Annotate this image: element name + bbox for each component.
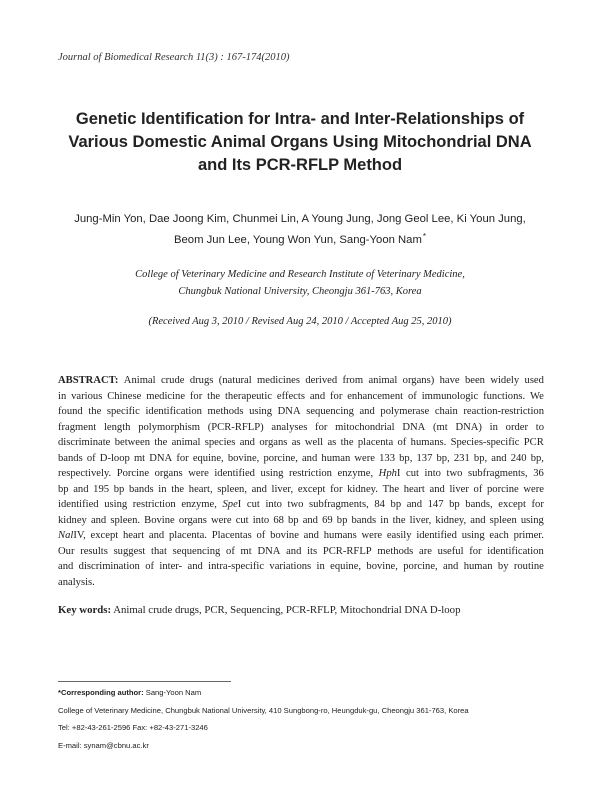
abstract-word: chain [434, 406, 458, 417]
abstract-word: in [58, 390, 67, 402]
abstract-word: (natural [218, 375, 252, 386]
abstract-word: porcine, [403, 561, 438, 572]
abstract-word: discriminate [58, 437, 111, 448]
abstract-word: restriction [289, 468, 332, 479]
abstract-word: DNA [257, 545, 281, 557]
abstract-line [58, 389, 544, 405]
abstract-line [58, 482, 544, 498]
abstract-word: two [446, 468, 463, 479]
abstract-word: We [530, 390, 544, 402]
abstract-word: between [114, 437, 150, 448]
abstract-word: and [470, 514, 486, 526]
keywords-label: Key words: [58, 604, 112, 616]
abstract-word: heart [403, 483, 425, 495]
abstract-word: subfragments, [467, 468, 528, 479]
abstract-word: Porcine [116, 468, 150, 479]
abstract-word: inter- [159, 561, 183, 572]
abstract-word: and [406, 499, 423, 510]
abstract-word: equine, [330, 561, 362, 572]
abstract-word: identified [416, 530, 457, 541]
abstract-word: and [303, 530, 319, 541]
abstract-word: 133 [379, 452, 395, 464]
abstract-line [58, 528, 544, 544]
abstract-word: for [315, 421, 328, 433]
abstract-word: bands, [465, 499, 493, 510]
abstract-word: have [439, 375, 460, 386]
abstract-line [58, 420, 544, 436]
abstract-word: using [461, 530, 485, 541]
abstract-word: PCR [523, 437, 544, 448]
abstract-word: and [239, 437, 255, 448]
abstract-word: methods [207, 406, 244, 417]
abstract-word: bands [351, 514, 377, 526]
abstract-word: cut [246, 499, 260, 510]
abstract-word: identification [487, 545, 544, 557]
abstract-word: 36 [533, 468, 544, 479]
abstract-word: bp [390, 499, 402, 510]
abstract-word: kidney, [435, 514, 467, 526]
abstract-word: mt [240, 545, 252, 557]
abstract-line [58, 513, 544, 529]
abstract-word: into [252, 514, 270, 526]
abstract-word: the [154, 437, 168, 448]
abstract-word: Species-specific [450, 437, 520, 448]
abstract-word: liver [449, 483, 469, 495]
abstract-word: intra-specific [208, 561, 265, 572]
abstract-word: order [505, 421, 529, 433]
affiliation-line: College of Veterinary Medicine and Research Institute of Veterinary Medicine, [135, 269, 465, 280]
abstract-word: identified [58, 499, 99, 510]
abstract-word: Bovine [144, 514, 175, 526]
abstract-word: suggest [113, 545, 146, 557]
abstract-word: 147 [427, 499, 444, 510]
abstract-word: from [342, 375, 364, 386]
abstract-word: liver, [271, 483, 294, 495]
abstract-word: widely [490, 375, 520, 386]
abstract-word: identification [145, 406, 202, 417]
abstract-word: routine [513, 561, 544, 572]
abstract-word: Animal [123, 375, 156, 386]
abstract-word: bp, [399, 452, 413, 464]
abstract-word: DNA [149, 452, 173, 464]
abstract-word: were [354, 452, 375, 464]
abstract-word: each [489, 530, 509, 541]
abstract-line [58, 451, 544, 467]
abstract-word: two [287, 499, 304, 510]
abstract-word: using [104, 499, 128, 510]
abstract-word: derived [305, 375, 338, 386]
abstract-word: the [88, 406, 102, 417]
footnote-divider [58, 681, 231, 682]
abstract-word: crude [160, 375, 185, 386]
abstract-word: bands [128, 483, 154, 495]
abstract-word: D-loop [99, 452, 130, 464]
abstract-word: in [158, 483, 167, 495]
title-line: Various Domestic Animal Organs Using Mitochondrial DNA [68, 133, 532, 151]
abstract-word: in [380, 514, 389, 526]
abstract-word: SpeI [222, 499, 242, 510]
abstract-word: bp [336, 514, 348, 526]
abstract-label: ABSTRACT: [58, 375, 119, 386]
abstract-word: porcine, [263, 452, 298, 464]
abstract-word: organs [178, 514, 207, 526]
abstract-word: polymorphism [138, 421, 201, 433]
abstract-word: analysis. [58, 576, 95, 588]
abstract-word: were [523, 483, 544, 495]
abstract-word: bp [113, 483, 125, 495]
abstract-word: for [330, 483, 343, 495]
abstract-word: of [408, 390, 417, 402]
abstract-word: into [265, 499, 282, 510]
abstract-word: and [187, 561, 203, 572]
abstract-line [58, 435, 544, 451]
abstract-word: used [524, 375, 544, 386]
abstract-word: mitochondrial [335, 421, 395, 433]
abstract-word: for [531, 499, 544, 510]
abstract-word: spleen. [110, 514, 141, 526]
abstract-word: 137 [416, 452, 433, 464]
abstract-word: HphI [378, 468, 401, 479]
abstract-word: for [469, 545, 482, 557]
abstract-word: cut [235, 514, 249, 526]
abstract-word: equine, [192, 452, 224, 464]
abstract-word: well [304, 437, 324, 448]
abstract-word: cut [406, 468, 419, 479]
abstract-line [58, 559, 544, 575]
abstract-word: reaction-restriction [463, 406, 544, 417]
author-list [40, 211, 560, 249]
abstract-word: respectively. [58, 468, 112, 479]
abstract [58, 373, 544, 590]
affiliation [40, 266, 560, 300]
abstract-word: DNA [402, 421, 426, 433]
abstract-word: of [397, 437, 407, 448]
abstract-word: the [207, 390, 221, 402]
abstract-word: bp [288, 514, 299, 526]
abstract-word: human [463, 561, 493, 572]
abstract-word: and [302, 514, 318, 526]
abstract-word: and [58, 561, 74, 572]
abstract-word: 195 [93, 483, 110, 495]
journal-citation: Journal of Biomedical Research 11(3) : 167-174(2010) [58, 52, 290, 63]
abstract-word: and [491, 452, 507, 464]
abstract-word: immunologic [421, 390, 479, 402]
author-line: Jung-Min Yon, Dae Joong Kim, Chunmei Lin, A Young Jung, Jong Geol Lee, Ki Youn Jung, [74, 213, 526, 225]
abstract-word: subfragments, [309, 499, 369, 510]
abstract-word: PCR-RFLP [322, 545, 372, 557]
title-line: and Its PCR-RFLP Method [197, 156, 403, 174]
abstract-word: and [90, 514, 107, 526]
abstract-word: animal [171, 437, 201, 448]
abstract-word: useful [437, 545, 464, 557]
footnote-address: College of Veterinary Medicine, Chungbuk National University, 410 Sungbong-ro, Heungduk-gu, Cheongju 361-763, Korea [58, 705, 469, 715]
abstract-word: Our [58, 545, 75, 557]
paper-title [40, 108, 560, 177]
abstract-word: and [429, 483, 445, 495]
abstract-word: animal [368, 375, 398, 386]
abstract-word: for [330, 390, 343, 402]
abstract-word: and [309, 390, 326, 402]
abstract-word: for [189, 390, 203, 402]
abstract-word: functions. [483, 390, 526, 402]
abstract-word: spleen [489, 514, 517, 526]
abstract-word: 69 [322, 514, 333, 526]
abstract-word: various [71, 390, 103, 402]
abstract-word [58, 373, 118, 389]
abstract-word: discrimination [78, 561, 140, 572]
abstract-word: mt [133, 452, 146, 464]
abstract-word: the [171, 483, 185, 495]
abstract-line [58, 497, 544, 513]
abstract-word: length [103, 421, 131, 433]
abstract-word: of [86, 452, 96, 464]
abstract-word: enzyme, [181, 499, 217, 510]
abstract-word: and [73, 483, 89, 495]
abstract-word: bovine, [366, 561, 398, 572]
abstract-line [58, 544, 544, 560]
abstract-word: into [424, 468, 441, 479]
abstract-word: found [58, 406, 83, 417]
abstract-word: to [535, 421, 544, 433]
abstract-word: bp, [473, 452, 488, 464]
footnote-name: Sang-Yoon Nam [145, 688, 202, 697]
abstract-word: using [249, 406, 273, 417]
abstract-word: and [286, 545, 302, 557]
abstract-word: medicines [257, 375, 300, 386]
abstract-word: as [327, 437, 337, 448]
abstract-word: bp, [530, 452, 544, 464]
abstract-line [58, 373, 544, 389]
abstract-word: heart, [188, 483, 213, 495]
abstract-word: of [226, 545, 235, 557]
abstract-word: humans [323, 530, 357, 541]
abstract-word: organs [154, 468, 183, 479]
abstract-word: using [520, 514, 544, 526]
abstract-word: enzyme, [337, 468, 374, 479]
abstract-word: restriction [132, 499, 176, 510]
abstract-word: heart [122, 530, 145, 541]
abstract-word: therapeutic [224, 390, 273, 402]
abstract-word: been [464, 375, 485, 386]
author-line [40, 228, 560, 249]
abstract-word: specific [106, 406, 140, 417]
abstract-word: the [340, 437, 354, 448]
abstract-word: that [151, 545, 167, 557]
abstract-word: liver, [409, 514, 432, 526]
corresponding-author-footnote [58, 684, 469, 754]
abstract-word: effects [276, 390, 305, 402]
abstract-word: the [392, 514, 406, 526]
abstract-word: polymerase [380, 406, 430, 417]
abstract-word: human [321, 452, 351, 464]
abstract-word: (mt [433, 421, 448, 433]
abstract-word: easily [386, 530, 412, 541]
abstract-word: Chinese [107, 390, 142, 402]
abstract-word: in [316, 561, 325, 572]
abstract-word: were [361, 530, 383, 541]
abstract-word: humans. [410, 437, 447, 448]
abstract-word: organs [259, 437, 288, 448]
footnote-author [58, 684, 469, 702]
submission-dates: (Received Aug 3, 2010 / Revised Aug 24, 2010 / Accepted Aug 25, 2010) [148, 316, 452, 327]
abstract-word: enhancement [347, 390, 404, 402]
abstract-word: and [251, 483, 267, 495]
abstract-word: of [256, 530, 266, 541]
abstract-word: in [489, 421, 498, 433]
abstract-word: organs) [402, 375, 435, 386]
abstract-word: using [260, 468, 284, 479]
abstract-word: (PCR-RFLP) [207, 421, 264, 433]
abstract-word: and [148, 530, 165, 541]
abstract-word: bp, [436, 452, 450, 464]
abstract-word: its [307, 545, 318, 557]
abstract-word: except [498, 499, 526, 510]
abstract-word: of [473, 483, 483, 495]
abstract-word: were [211, 514, 232, 526]
abstract-word: kidney [58, 514, 87, 526]
abstract-word: methods [377, 545, 414, 557]
abstract-word: bovine [270, 530, 299, 541]
abstract-word: identified [214, 468, 255, 479]
abstract-word: except [90, 530, 119, 541]
abstract-word: sequencing [306, 406, 354, 417]
abstract-line [58, 404, 544, 420]
title-line: Genetic Identification for Intra- and Inter-Relationships of [75, 110, 525, 128]
abstract-word: Placentas [211, 530, 252, 541]
abstract-word: porcine [486, 483, 519, 495]
abstract-word: medicine [146, 390, 186, 402]
abstract-word: and [359, 406, 375, 417]
abstract-word: results [80, 545, 108, 557]
abstract-line [58, 575, 544, 591]
abstract-word: drugs [189, 375, 214, 386]
abstract-word: fragment [58, 421, 97, 433]
abstract-word: The [382, 483, 400, 495]
abstract-word: DNA [277, 406, 301, 417]
abstract-word: as [291, 437, 301, 448]
corresponding-author-mark: * [422, 232, 426, 241]
abstract-word: spleen, [217, 483, 247, 495]
footnote-email: E-mail: synam@cbnu.ac.kr [58, 740, 149, 750]
abstract-word: 240 [510, 452, 527, 464]
abstract-word: placenta [357, 437, 394, 448]
abstract-word: species [204, 437, 236, 448]
abstract-word: variations [269, 561, 312, 572]
abstract-word: 68 [273, 514, 284, 526]
footnote-phone: Tel: +82-43-261-2596 Fax: +82-43-271-3246 [58, 723, 208, 732]
abstract-word: by [497, 561, 509, 572]
abstract-word: kidney. [347, 483, 378, 495]
abstract-word: bp [449, 499, 460, 510]
keywords [58, 604, 460, 616]
abstract-word: and [301, 452, 318, 464]
abstract-word: were [188, 468, 209, 479]
abstract-word: 231 [453, 452, 470, 464]
abstract-word: are [419, 545, 432, 557]
affiliation-line: Chungbuk National University, Cheongju 361-763, Korea [178, 286, 422, 297]
abstract-word: placenta. [168, 530, 207, 541]
abstract-word: sequencing [172, 545, 221, 557]
abstract-word: bp [58, 483, 69, 495]
abstract-word: bovine, [227, 452, 260, 464]
abstract-word: primer. [513, 530, 544, 541]
abstract-word: NalIV, [58, 530, 86, 541]
author-names: Beom Jun Lee, Young Won Yun, Sang-Yoon Nam [173, 234, 422, 246]
abstract-word: for [176, 452, 189, 464]
keywords-text: Animal crude drugs, PCR, Sequencing, PCR-RFLP, Mitochondrial DNA D-loop [113, 604, 461, 616]
abstract-word: and [443, 561, 459, 572]
abstract-word: except [297, 483, 326, 495]
abstract-word: bands [58, 452, 83, 464]
abstract-word: of [145, 561, 155, 572]
abstract-word: 84 [374, 499, 385, 510]
abstract-word: DNA) [455, 421, 482, 433]
abstract-line [58, 466, 544, 482]
footnote-label: *Corresponding author: [58, 688, 144, 697]
abstract-word: analyses [271, 421, 308, 433]
